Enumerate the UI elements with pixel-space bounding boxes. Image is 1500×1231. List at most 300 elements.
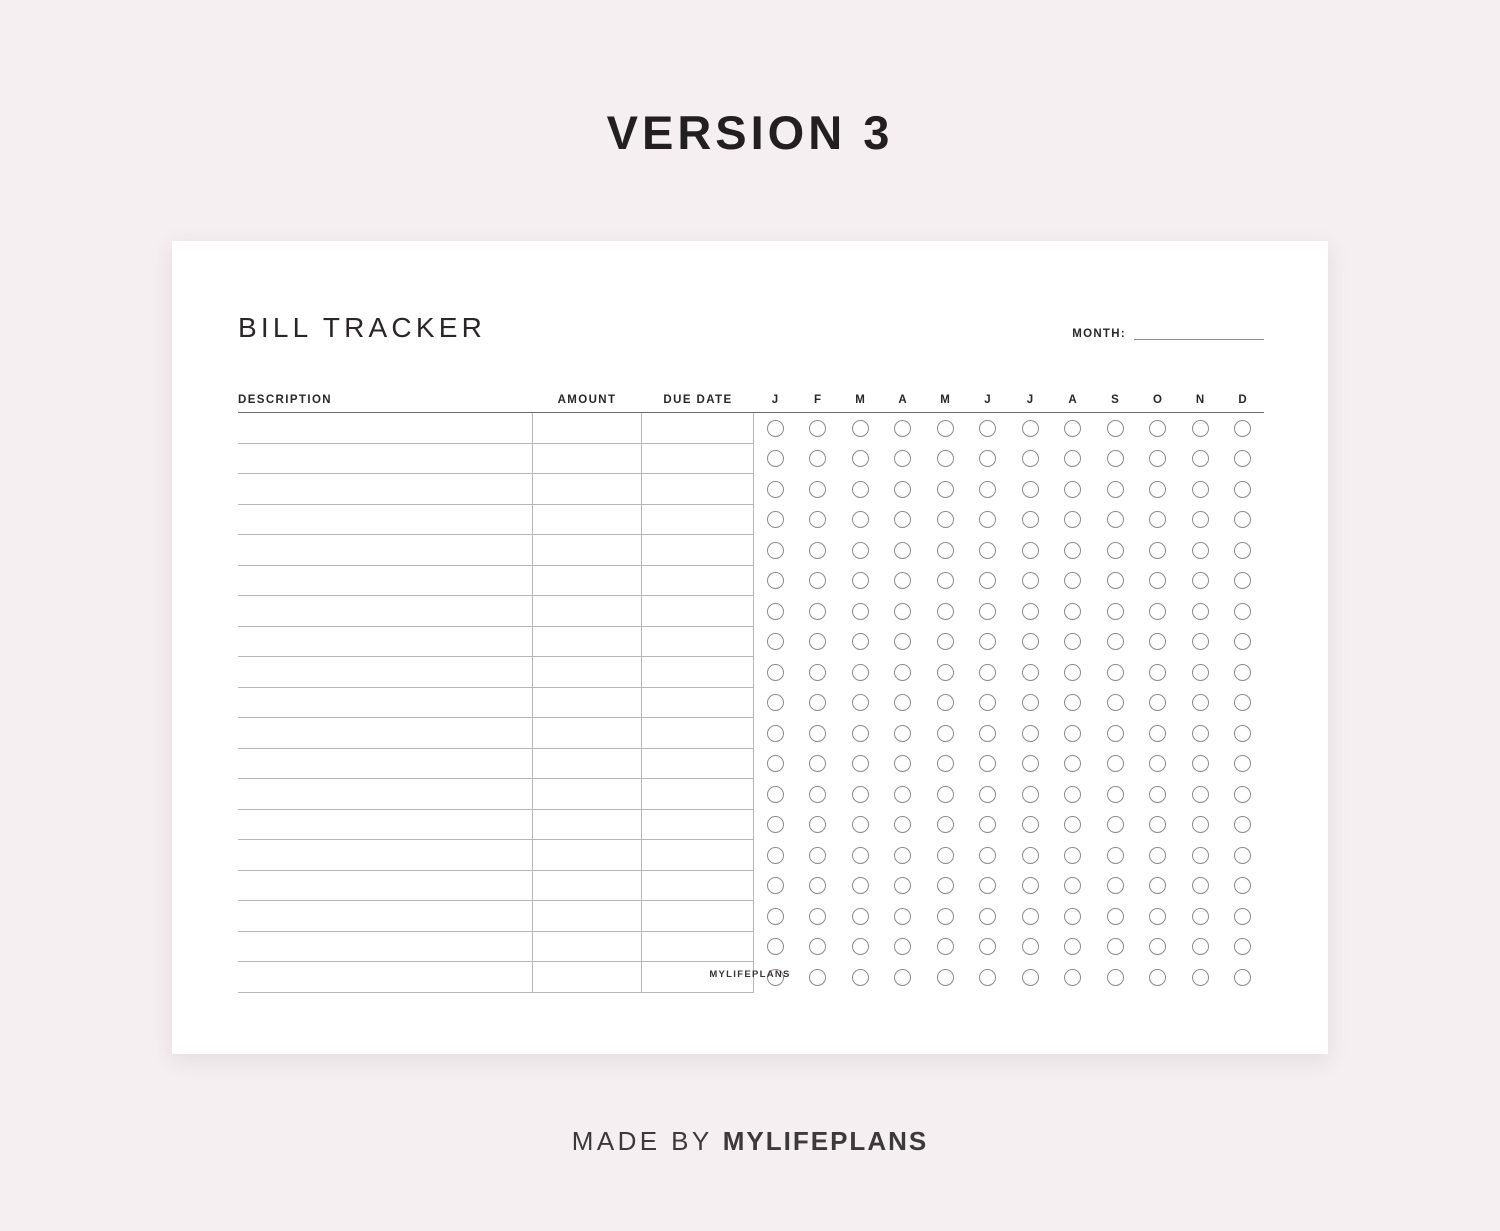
month-checkbox-cell[interactable] — [1179, 633, 1222, 650]
circle-checkbox-icon[interactable] — [1022, 664, 1039, 681]
month-checkbox-cell[interactable] — [754, 877, 797, 894]
circle-checkbox-icon[interactable] — [767, 908, 784, 925]
month-checkbox-cell[interactable] — [1222, 633, 1265, 650]
month-checkbox-cell[interactable] — [967, 664, 1010, 681]
circle-checkbox-icon[interactable] — [1064, 481, 1081, 498]
month-checkbox-cell[interactable] — [839, 420, 882, 437]
circle-checkbox-icon[interactable] — [1192, 511, 1209, 528]
month-checkbox-cell[interactable] — [1179, 755, 1222, 772]
circle-checkbox-icon[interactable] — [1107, 908, 1124, 925]
circle-checkbox-icon[interactable] — [1022, 847, 1039, 864]
month-checkbox-cell[interactable] — [754, 725, 797, 742]
circle-checkbox-icon[interactable] — [1234, 938, 1251, 955]
month-checkbox-cell[interactable] — [1094, 420, 1137, 437]
month-checkbox-cell[interactable] — [797, 633, 840, 650]
month-checkbox-cell[interactable] — [1222, 847, 1265, 864]
circle-checkbox-icon[interactable] — [937, 542, 954, 559]
month-checkbox-cell[interactable] — [839, 847, 882, 864]
cell-amount[interactable] — [532, 779, 642, 810]
cell-amount[interactable] — [532, 657, 642, 688]
cell-due-date[interactable] — [642, 596, 754, 627]
circle-checkbox-icon[interactable] — [894, 603, 911, 620]
month-checkbox-cell[interactable] — [754, 542, 797, 559]
cell-amount[interactable] — [532, 718, 642, 749]
circle-checkbox-icon[interactable] — [1022, 420, 1039, 437]
month-checkbox-cell[interactable] — [1137, 511, 1180, 528]
circle-checkbox-icon[interactable] — [1107, 450, 1124, 467]
circle-checkbox-icon[interactable] — [1149, 816, 1166, 833]
month-checkbox-cell[interactable] — [1137, 420, 1180, 437]
month-checkbox-cell[interactable] — [797, 725, 840, 742]
circle-checkbox-icon[interactable] — [1064, 694, 1081, 711]
month-checkbox-cell[interactable] — [1137, 725, 1180, 742]
circle-checkbox-icon[interactable] — [852, 542, 869, 559]
circle-checkbox-icon[interactable] — [767, 664, 784, 681]
month-checkbox-cell[interactable] — [1222, 694, 1265, 711]
circle-checkbox-icon[interactable] — [1107, 572, 1124, 589]
cell-description[interactable] — [238, 627, 532, 658]
month-checkbox-cell[interactable] — [1179, 664, 1222, 681]
circle-checkbox-icon[interactable] — [767, 786, 784, 803]
circle-checkbox-icon[interactable] — [809, 542, 826, 559]
circle-checkbox-icon[interactable] — [1234, 694, 1251, 711]
month-checkbox-cell[interactable] — [1137, 847, 1180, 864]
circle-checkbox-icon[interactable] — [937, 572, 954, 589]
circle-checkbox-icon[interactable] — [1022, 755, 1039, 772]
circle-checkbox-icon[interactable] — [979, 633, 996, 650]
month-checkbox-cell[interactable] — [839, 481, 882, 498]
month-checkbox-cell[interactable] — [1094, 633, 1137, 650]
circle-checkbox-icon[interactable] — [1107, 420, 1124, 437]
cell-due-date[interactable] — [642, 627, 754, 658]
circle-checkbox-icon[interactable] — [809, 908, 826, 925]
circle-checkbox-icon[interactable] — [1107, 786, 1124, 803]
circle-checkbox-icon[interactable] — [809, 420, 826, 437]
month-checkbox-cell[interactable] — [1009, 664, 1052, 681]
month-checkbox-cell[interactable] — [1137, 572, 1180, 589]
circle-checkbox-icon[interactable] — [937, 664, 954, 681]
cell-amount[interactable] — [532, 688, 642, 719]
circle-checkbox-icon[interactable] — [894, 481, 911, 498]
cell-description[interactable] — [238, 474, 532, 505]
circle-checkbox-icon[interactable] — [979, 694, 996, 711]
circle-checkbox-icon[interactable] — [1022, 908, 1039, 925]
circle-checkbox-icon[interactable] — [1107, 816, 1124, 833]
circle-checkbox-icon[interactable] — [1149, 786, 1166, 803]
month-checkbox-cell[interactable] — [924, 603, 967, 620]
circle-checkbox-icon[interactable] — [1149, 938, 1166, 955]
circle-checkbox-icon[interactable] — [1022, 725, 1039, 742]
month-checkbox-cell[interactable] — [967, 847, 1010, 864]
circle-checkbox-icon[interactable] — [979, 908, 996, 925]
circle-checkbox-icon[interactable] — [767, 847, 784, 864]
month-checkbox-cell[interactable] — [1222, 481, 1265, 498]
month-checkbox-cell[interactable] — [1137, 450, 1180, 467]
month-checkbox-cell[interactable] — [1222, 938, 1265, 955]
month-checkbox-cell[interactable] — [839, 908, 882, 925]
month-checkbox-cell[interactable] — [1094, 572, 1137, 589]
circle-checkbox-icon[interactable] — [894, 450, 911, 467]
month-checkbox-cell[interactable] — [1137, 755, 1180, 772]
month-checkbox-cell[interactable] — [754, 938, 797, 955]
circle-checkbox-icon[interactable] — [1234, 572, 1251, 589]
circle-checkbox-icon[interactable] — [1064, 511, 1081, 528]
circle-checkbox-icon[interactable] — [979, 450, 996, 467]
circle-checkbox-icon[interactable] — [767, 938, 784, 955]
cell-description[interactable] — [238, 566, 532, 597]
circle-checkbox-icon[interactable] — [1107, 603, 1124, 620]
month-checkbox-cell[interactable] — [967, 481, 1010, 498]
month-checkbox-cell[interactable] — [924, 938, 967, 955]
month-checkbox-cell[interactable] — [754, 755, 797, 772]
cell-description[interactable] — [238, 657, 532, 688]
month-checkbox-cell[interactable] — [882, 816, 925, 833]
circle-checkbox-icon[interactable] — [852, 572, 869, 589]
circle-checkbox-icon[interactable] — [1192, 816, 1209, 833]
cell-amount[interactable] — [532, 505, 642, 536]
circle-checkbox-icon[interactable] — [1107, 542, 1124, 559]
circle-checkbox-icon[interactable] — [1149, 877, 1166, 894]
cell-due-date[interactable] — [642, 718, 754, 749]
cell-amount[interactable] — [532, 596, 642, 627]
circle-checkbox-icon[interactable] — [979, 786, 996, 803]
cell-due-date[interactable] — [642, 901, 754, 932]
circle-checkbox-icon[interactable] — [1107, 511, 1124, 528]
month-field[interactable] — [1072, 327, 1264, 344]
circle-checkbox-icon[interactable] — [809, 603, 826, 620]
month-checkbox-cell[interactable] — [1094, 786, 1137, 803]
month-checkbox-cell[interactable] — [1222, 572, 1265, 589]
circle-checkbox-icon[interactable] — [1234, 847, 1251, 864]
circle-checkbox-icon[interactable] — [1064, 847, 1081, 864]
circle-checkbox-icon[interactable] — [1192, 694, 1209, 711]
circle-checkbox-icon[interactable] — [1234, 816, 1251, 833]
month-checkbox-cell[interactable] — [797, 542, 840, 559]
cell-amount[interactable] — [532, 901, 642, 932]
circle-checkbox-icon[interactable] — [1107, 725, 1124, 742]
month-checkbox-cell[interactable] — [924, 755, 967, 772]
circle-checkbox-icon[interactable] — [1149, 725, 1166, 742]
month-checkbox-cell[interactable] — [1179, 908, 1222, 925]
month-checkbox-cell[interactable] — [882, 633, 925, 650]
circle-checkbox-icon[interactable] — [767, 603, 784, 620]
circle-checkbox-icon[interactable] — [979, 603, 996, 620]
circle-checkbox-icon[interactable] — [1022, 633, 1039, 650]
month-checkbox-cell[interactable] — [967, 603, 1010, 620]
circle-checkbox-icon[interactable] — [1149, 847, 1166, 864]
month-checkbox-cell[interactable] — [1094, 755, 1137, 772]
month-checkbox-cell[interactable] — [1094, 664, 1137, 681]
circle-checkbox-icon[interactable] — [1192, 481, 1209, 498]
circle-checkbox-icon[interactable] — [767, 725, 784, 742]
table-row[interactable] — [238, 749, 1264, 780]
month-checkbox-cell[interactable] — [1137, 877, 1180, 894]
circle-checkbox-icon[interactable] — [894, 542, 911, 559]
circle-checkbox-icon[interactable] — [894, 664, 911, 681]
circle-checkbox-icon[interactable] — [1107, 664, 1124, 681]
circle-checkbox-icon[interactable] — [937, 816, 954, 833]
circle-checkbox-icon[interactable] — [979, 938, 996, 955]
cell-description[interactable] — [238, 810, 532, 841]
table-row[interactable] — [238, 657, 1264, 688]
circle-checkbox-icon[interactable] — [852, 908, 869, 925]
month-checkbox-cell[interactable] — [1052, 603, 1095, 620]
circle-checkbox-icon[interactable] — [1234, 511, 1251, 528]
month-checkbox-cell[interactable] — [1009, 847, 1052, 864]
month-checkbox-cell[interactable] — [1137, 542, 1180, 559]
month-checkbox-cell[interactable] — [1179, 420, 1222, 437]
circle-checkbox-icon[interactable] — [937, 877, 954, 894]
table-row[interactable] — [238, 444, 1264, 475]
circle-checkbox-icon[interactable] — [767, 542, 784, 559]
month-checkbox-cell[interactable] — [1009, 481, 1052, 498]
table-row[interactable] — [238, 840, 1264, 871]
month-checkbox-cell[interactable] — [924, 725, 967, 742]
circle-checkbox-icon[interactable] — [1149, 908, 1166, 925]
circle-checkbox-icon[interactable] — [1107, 694, 1124, 711]
month-checkbox-cell[interactable] — [797, 938, 840, 955]
cell-amount[interactable] — [532, 932, 642, 963]
month-checkbox-cell[interactable] — [797, 786, 840, 803]
circle-checkbox-icon[interactable] — [1234, 908, 1251, 925]
month-checkbox-cell[interactable] — [882, 725, 925, 742]
cell-description[interactable] — [238, 749, 532, 780]
month-checkbox-cell[interactable] — [1137, 633, 1180, 650]
cell-description[interactable] — [238, 932, 532, 963]
table-row[interactable] — [238, 810, 1264, 841]
circle-checkbox-icon[interactable] — [1192, 725, 1209, 742]
month-checkbox-cell[interactable] — [754, 694, 797, 711]
month-checkbox-cell[interactable] — [1094, 450, 1137, 467]
table-row[interactable] — [238, 505, 1264, 536]
month-checkbox-cell[interactable] — [924, 420, 967, 437]
circle-checkbox-icon[interactable] — [894, 633, 911, 650]
cell-due-date[interactable] — [642, 932, 754, 963]
cell-description[interactable] — [238, 688, 532, 719]
circle-checkbox-icon[interactable] — [894, 938, 911, 955]
circle-checkbox-icon[interactable] — [1192, 664, 1209, 681]
month-checkbox-cell[interactable] — [1094, 481, 1137, 498]
circle-checkbox-icon[interactable] — [979, 755, 996, 772]
circle-checkbox-icon[interactable] — [1149, 633, 1166, 650]
month-checkbox-cell[interactable] — [1137, 816, 1180, 833]
month-checkbox-cell[interactable] — [924, 786, 967, 803]
table-row[interactable] — [238, 627, 1264, 658]
circle-checkbox-icon[interactable] — [894, 877, 911, 894]
month-checkbox-cell[interactable] — [1009, 603, 1052, 620]
month-checkbox-cell[interactable] — [882, 664, 925, 681]
circle-checkbox-icon[interactable] — [1064, 542, 1081, 559]
circle-checkbox-icon[interactable] — [852, 481, 869, 498]
month-checkbox-cell[interactable] — [967, 877, 1010, 894]
table-row[interactable] — [238, 901, 1264, 932]
month-checkbox-cell[interactable] — [924, 847, 967, 864]
circle-checkbox-icon[interactable] — [767, 877, 784, 894]
month-checkbox-cell[interactable] — [1137, 938, 1180, 955]
month-checkbox-cell[interactable] — [967, 572, 1010, 589]
circle-checkbox-icon[interactable] — [979, 542, 996, 559]
month-checkbox-cell[interactable] — [1179, 603, 1222, 620]
month-checkbox-cell[interactable] — [1052, 481, 1095, 498]
month-checkbox-cell[interactable] — [754, 847, 797, 864]
cell-description[interactable] — [238, 535, 532, 566]
circle-checkbox-icon[interactable] — [1107, 847, 1124, 864]
month-checkbox-cell[interactable] — [1222, 450, 1265, 467]
month-checkbox-cell[interactable] — [967, 542, 1010, 559]
month-checkbox-cell[interactable] — [797, 908, 840, 925]
month-checkbox-cell[interactable] — [1094, 542, 1137, 559]
month-checkbox-cell[interactable] — [1179, 877, 1222, 894]
circle-checkbox-icon[interactable] — [852, 694, 869, 711]
month-checkbox-cell[interactable] — [882, 694, 925, 711]
cell-due-date[interactable] — [642, 749, 754, 780]
month-checkbox-cell[interactable] — [797, 603, 840, 620]
circle-checkbox-icon[interactable] — [894, 511, 911, 528]
month-checkbox-cell[interactable] — [1137, 664, 1180, 681]
circle-checkbox-icon[interactable] — [1064, 420, 1081, 437]
cell-due-date[interactable] — [642, 413, 754, 444]
circle-checkbox-icon[interactable] — [937, 420, 954, 437]
month-checkbox-cell[interactable] — [797, 847, 840, 864]
month-checkbox-cell[interactable] — [1179, 572, 1222, 589]
month-checkbox-cell[interactable] — [1009, 908, 1052, 925]
circle-checkbox-icon[interactable] — [1064, 786, 1081, 803]
month-checkbox-cell[interactable] — [797, 420, 840, 437]
cell-description[interactable] — [238, 505, 532, 536]
month-checkbox-cell[interactable] — [924, 572, 967, 589]
month-checkbox-cell[interactable] — [1052, 542, 1095, 559]
table-row[interactable] — [238, 688, 1264, 719]
circle-checkbox-icon[interactable] — [1064, 938, 1081, 955]
month-checkbox-cell[interactable] — [1094, 511, 1137, 528]
cell-due-date[interactable] — [642, 871, 754, 902]
cell-description[interactable] — [238, 779, 532, 810]
circle-checkbox-icon[interactable] — [979, 877, 996, 894]
month-checkbox-cell[interactable] — [1052, 572, 1095, 589]
circle-checkbox-icon[interactable] — [1107, 633, 1124, 650]
circle-checkbox-icon[interactable] — [1064, 877, 1081, 894]
circle-checkbox-icon[interactable] — [1064, 725, 1081, 742]
circle-checkbox-icon[interactable] — [1234, 664, 1251, 681]
month-checkbox-cell[interactable] — [754, 572, 797, 589]
circle-checkbox-icon[interactable] — [1064, 755, 1081, 772]
circle-checkbox-icon[interactable] — [1022, 938, 1039, 955]
month-checkbox-cell[interactable] — [839, 725, 882, 742]
month-checkbox-cell[interactable] — [1009, 633, 1052, 650]
circle-checkbox-icon[interactable] — [1149, 481, 1166, 498]
month-checkbox-cell[interactable] — [1052, 450, 1095, 467]
month-checkbox-cell[interactable] — [797, 877, 840, 894]
month-checkbox-cell[interactable] — [1009, 511, 1052, 528]
month-checkbox-cell[interactable] — [1094, 694, 1137, 711]
month-checkbox-cell[interactable] — [967, 633, 1010, 650]
month-checkbox-cell[interactable] — [1222, 511, 1265, 528]
table-row[interactable] — [238, 566, 1264, 597]
circle-checkbox-icon[interactable] — [852, 755, 869, 772]
month-checkbox-cell[interactable] — [924, 877, 967, 894]
month-checkbox-cell[interactable] — [882, 938, 925, 955]
month-checkbox-cell[interactable] — [1052, 938, 1095, 955]
month-checkbox-cell[interactable] — [1222, 755, 1265, 772]
circle-checkbox-icon[interactable] — [1149, 420, 1166, 437]
month-checkbox-cell[interactable] — [797, 664, 840, 681]
cell-due-date[interactable] — [642, 688, 754, 719]
month-checkbox-cell[interactable] — [882, 450, 925, 467]
month-checkbox-cell[interactable] — [797, 816, 840, 833]
cell-description[interactable] — [238, 718, 532, 749]
cell-description[interactable] — [238, 444, 532, 475]
month-checkbox-cell[interactable] — [797, 755, 840, 772]
cell-due-date[interactable] — [642, 505, 754, 536]
circle-checkbox-icon[interactable] — [1149, 694, 1166, 711]
cell-amount[interactable] — [532, 474, 642, 505]
cell-description[interactable] — [238, 901, 532, 932]
table-row[interactable] — [238, 474, 1264, 505]
circle-checkbox-icon[interactable] — [979, 847, 996, 864]
circle-checkbox-icon[interactable] — [809, 877, 826, 894]
circle-checkbox-icon[interactable] — [809, 694, 826, 711]
month-checkbox-cell[interactable] — [1179, 694, 1222, 711]
month-checkbox-cell[interactable] — [1094, 908, 1137, 925]
month-checkbox-cell[interactable] — [1052, 633, 1095, 650]
month-checkbox-cell[interactable] — [1137, 694, 1180, 711]
month-checkbox-cell[interactable] — [1222, 420, 1265, 437]
month-checkbox-cell[interactable] — [1009, 725, 1052, 742]
month-checkbox-cell[interactable] — [1052, 786, 1095, 803]
circle-checkbox-icon[interactable] — [894, 694, 911, 711]
month-checkbox-cell[interactable] — [1052, 877, 1095, 894]
table-row[interactable] — [238, 871, 1264, 902]
month-checkbox-cell[interactable] — [967, 908, 1010, 925]
table-row[interactable] — [238, 535, 1264, 566]
month-checkbox-cell[interactable] — [1009, 694, 1052, 711]
circle-checkbox-icon[interactable] — [1064, 603, 1081, 620]
circle-checkbox-icon[interactable] — [1064, 816, 1081, 833]
circle-checkbox-icon[interactable] — [894, 786, 911, 803]
month-checkbox-cell[interactable] — [1009, 755, 1052, 772]
month-checkbox-cell[interactable] — [882, 755, 925, 772]
month-checkbox-cell[interactable] — [882, 603, 925, 620]
circle-checkbox-icon[interactable] — [1022, 542, 1039, 559]
circle-checkbox-icon[interactable] — [937, 725, 954, 742]
circle-checkbox-icon[interactable] — [894, 725, 911, 742]
cell-due-date[interactable] — [642, 840, 754, 871]
circle-checkbox-icon[interactable] — [937, 755, 954, 772]
month-checkbox-cell[interactable] — [1094, 603, 1137, 620]
month-checkbox-cell[interactable] — [967, 755, 1010, 772]
circle-checkbox-icon[interactable] — [1192, 786, 1209, 803]
circle-checkbox-icon[interactable] — [1022, 481, 1039, 498]
month-checkbox-cell[interactable] — [1094, 816, 1137, 833]
month-checkbox-cell[interactable] — [754, 420, 797, 437]
month-checkbox-cell[interactable] — [1222, 908, 1265, 925]
month-checkbox-cell[interactable] — [924, 816, 967, 833]
circle-checkbox-icon[interactable] — [767, 481, 784, 498]
month-checkbox-cell[interactable] — [839, 572, 882, 589]
month-checkbox-cell[interactable] — [754, 481, 797, 498]
table-row[interactable] — [238, 718, 1264, 749]
circle-checkbox-icon[interactable] — [1234, 603, 1251, 620]
month-checkbox-cell[interactable] — [839, 938, 882, 955]
month-checkbox-cell[interactable] — [1179, 481, 1222, 498]
month-checkbox-cell[interactable] — [839, 603, 882, 620]
circle-checkbox-icon[interactable] — [1149, 664, 1166, 681]
month-checkbox-cell[interactable] — [924, 633, 967, 650]
month-checkbox-cell[interactable] — [1052, 664, 1095, 681]
circle-checkbox-icon[interactable] — [1107, 938, 1124, 955]
cell-amount[interactable] — [532, 444, 642, 475]
circle-checkbox-icon[interactable] — [1192, 542, 1209, 559]
